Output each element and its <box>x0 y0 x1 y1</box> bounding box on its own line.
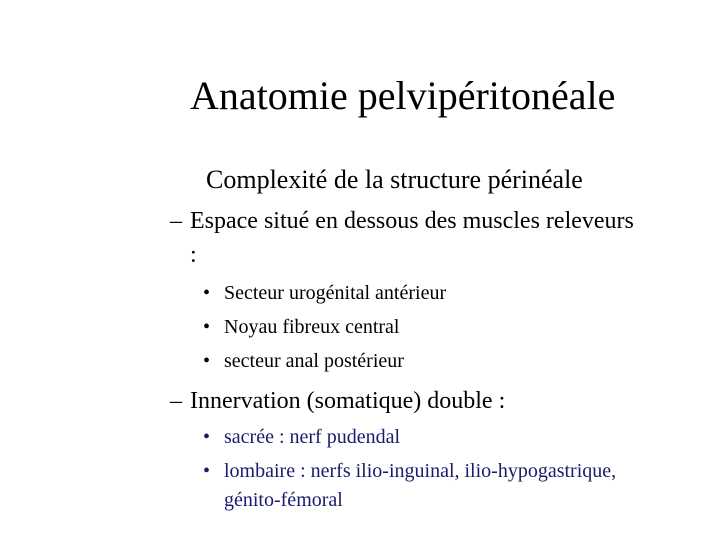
list-item <box>203 424 400 450</box>
bullet-marker: • <box>203 282 211 304</box>
section-1-heading <box>170 206 634 236</box>
section-2-heading <box>170 386 505 416</box>
list-item-text: secteur anal postérieur <box>224 350 404 372</box>
slide-title: Anatomie pelvipéritonéale <box>190 73 616 118</box>
dash-marker: – <box>170 208 182 234</box>
bullet-marker: • <box>203 350 211 372</box>
dash-marker: – <box>170 388 182 414</box>
list-item <box>203 348 404 374</box>
bullet-marker: • <box>203 460 211 482</box>
list-item <box>203 280 446 306</box>
list-item-text: Noyau fibreux central <box>224 316 400 338</box>
section-1-text-continuation: : <box>190 242 197 268</box>
list-item-text: lombaire : nerfs ilio-inguinal, ilio-hypogastrique, <box>224 460 617 482</box>
list-item <box>203 314 399 340</box>
list-item-text: sacrée : nerf pudendal <box>224 426 401 448</box>
list-item-text: Secteur urogénital antérieur <box>224 282 447 304</box>
list-item-text-continuation: génito-fémoral <box>224 489 343 511</box>
slide-subtitle: Complexité de la structure périnéale <box>206 165 583 194</box>
section-2-text: Innervation (somatique) double : <box>190 388 506 414</box>
bullet-marker: • <box>203 316 211 338</box>
bullet-marker: • <box>203 426 211 448</box>
section-1-text: Espace situé en dessous des muscles releveurs <box>190 208 634 234</box>
list-item <box>203 458 616 484</box>
